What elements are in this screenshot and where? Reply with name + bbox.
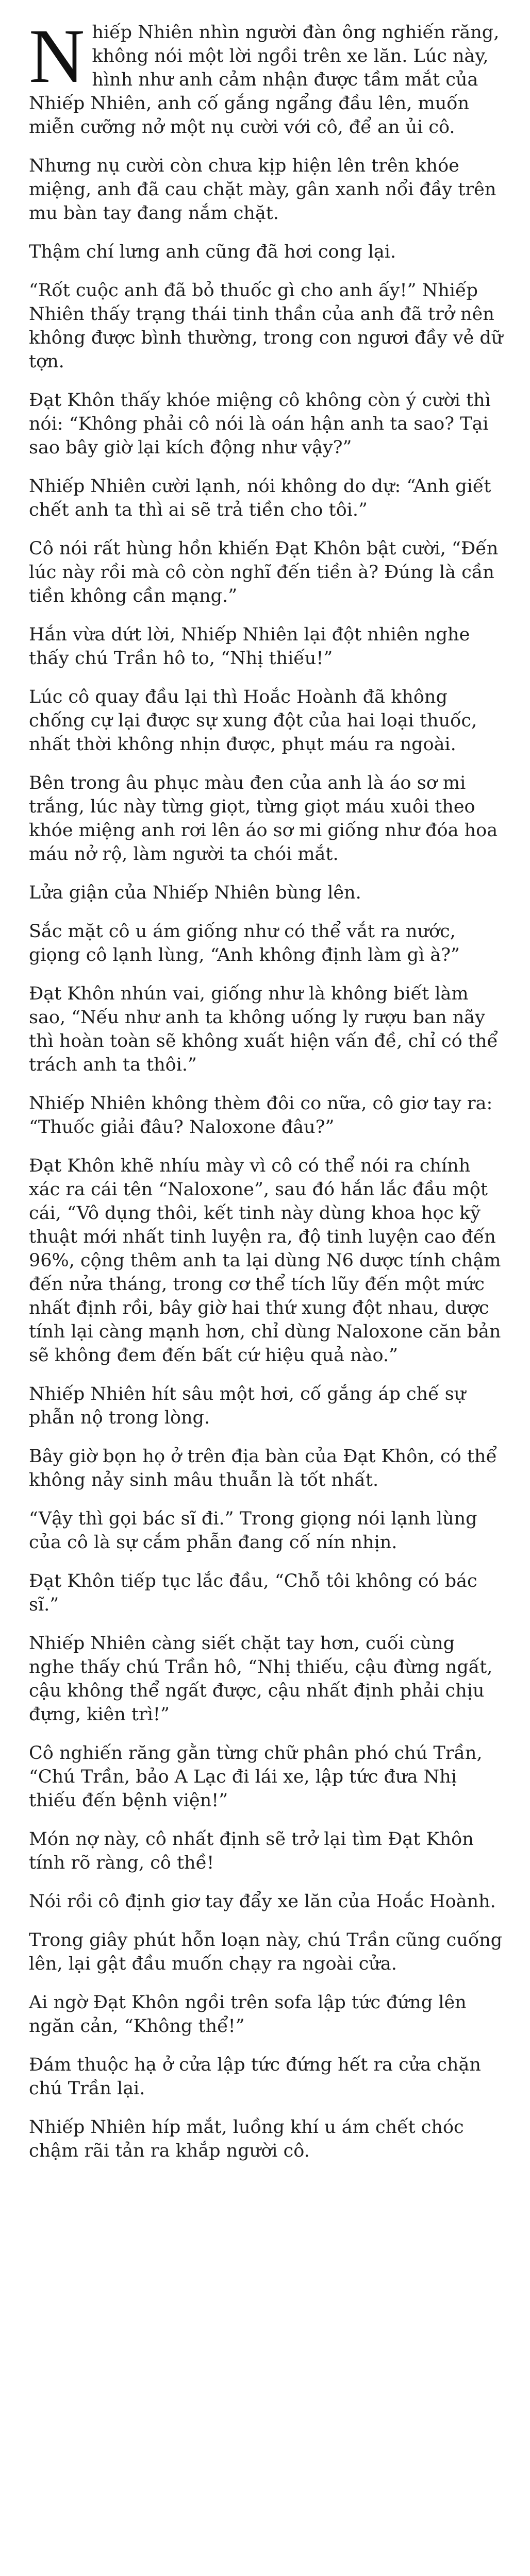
paragraph-25: Ai ngờ Đạt Khôn ngồi trên sofa lập tức đứng lên ngăn cản, “Không thể!” — [29, 1992, 467, 2037]
paragraph-26: Đám thuộc hạ ở cửa lập tức đứng hết ra cửa chặn chú Trần lại. — [29, 2055, 481, 2099]
paragraph-18: “Vậy thì gọi bác sĩ đi.” Trong giọng nói lạnh lùng của cô là sự cắm phẫn đang cố nín nhịn. — [29, 1509, 477, 1553]
paragraph-1-text: hiếp Nhiên nhìn người đàn ông nghiến răng, không nói một lời ngồi trên xe lăn. Lúc này, hình như anh cảm nhận được tầm mắt của Nhiếp Nhiên, anh cố gắng ngẩng đầu lên, muốn miễn cưỡng nở một nụ cười với cô, để an ủi cô. — [29, 22, 500, 138]
paragraph-24: Trong giây phút hỗn loạn này, chú Trần cũng cuống lên, lại gật đầu muốn chạy ra ngoài cửa. — [29, 1930, 503, 1974]
paragraph-1 — [29, 13, 505, 139]
paragraph-13: Đạt Khôn nhún vai, giống như là không biết làm sao, “Nếu như anh ta không uống ly rượu ban nãy thì hoàn toàn sẽ không xuất hiện vấn đề, chỉ có thể trách anh ta thôi.” — [29, 984, 498, 1075]
paragraph-10: Bên trong âu phục màu đen của anh là áo sơ mi trắng, lúc này từng giọt, từng giọt máu xuôi theo khóe miệng anh rơi lên áo sơ mi giống như đóa hoa máu nở rộ, làm người ta chói mắt. — [29, 773, 498, 865]
paragraph-16: Nhiếp Nhiên hít sâu một hơi, cố gắng áp chế sự phẫn nộ trong lòng. — [29, 1384, 466, 1428]
paragraph-9: Lúc cô quay đầu lại thì Hoắc Hoành đã không chống cự lại được sự xung đột của hai loại thuốc, nhất thời không nhịn được, phụt máu ra ngoài. — [29, 687, 477, 755]
paragraph-2: Nhưng nụ cười còn chưa kịp hiện lên trên khóe miệng, anh đã cau chặt mày, gân xanh nổi đầy trên mu bàn tay đang nắm chặt. — [29, 156, 496, 224]
paragraph-8: Hắn vừa dứt lời, Nhiếp Nhiên lại đột nhiên nghe thấy chú Trần hô to, “Nhị thiếu!” — [29, 624, 470, 669]
paragraph-23: Nói rồi cô định giơ tay đẩy xe lăn của Hoắc Hoành. — [29, 1891, 496, 1912]
paragraph-15: Đạt Khôn khẽ nhíu mày vì cô có thể nói ra chính xác ra cái tên “Naloxone”, sau đó hắn lắc đầu một cái, “Vô dụng thôi, kết tinh này dùng khoa học kỹ thuật mới nhất tinh luyện ra, độ tinh luyện cao đến 96%, cộng thêm anh ta lại dùng N6 dược tính chậm đến nửa tháng, trong cơ thể tích lũy đến một mức nhất định rồi, bây giờ hai thứ xung đột nhau, dược tính lại càng mạnh hơn, chỉ dùng Naloxone căn bản sẽ không đem đến bất cứ hiệu quả nào.” — [29, 1156, 501, 1366]
paragraph-12: Sắc mặt cô u ám giống như có thể vắt ra nước, giọng cô lạnh lùng, “Anh không định làm gì à?” — [29, 921, 460, 965]
paragraph-6: Nhiếp Nhiên cười lạnh, nói không do dự: “Anh giết chết anh ta thì ai sẽ trả tiền cho tôi.” — [29, 476, 491, 520]
paragraph-19: Đạt Khôn tiếp tục lắc đầu, “Chỗ tôi không có bác sĩ.” — [29, 1571, 477, 1615]
paragraph-3: Thậm chí lưng anh cũng đã hơi cong lại. — [29, 242, 396, 262]
paragraph-17: Bây giờ bọn họ ở trên địa bàn của Đạt Khôn, có thể không nảy sinh mâu thuẫn là tốt nhất. — [29, 1446, 498, 1490]
paragraph-7: Cô nói rất hùng hồn khiến Đạt Khôn bật cười, “Đến lúc này rồi mà cô còn nghĩ đến tiền à? Đúng là cần tiền không cần mạng.” — [29, 538, 499, 606]
drop-cap-letter: N — [29, 13, 85, 99]
paragraph-21: Cô nghiến răng gằn từng chữ phân phó chú Trần, “Chú Trần, bảo A Lạc đi lái xe, lập tức đưa Nhị thiếu đến bệnh viện!” — [29, 1743, 483, 1811]
paragraph-22: Món nợ này, cô nhất định sẽ trở lại tìm Đạt Khôn tính rõ ràng, cô thề! — [29, 1829, 474, 1873]
paragraph-27: Nhiếp Nhiên híp mắt, luồng khí u ám chết chóc chậm rãi tản ra khắp người cô. — [29, 2117, 464, 2161]
paragraph-4: “Rốt cuộc anh đã bỏ thuốc gì cho anh ấy!” Nhiếp Nhiên thấy trạng thái tinh thần của anh đã trở nên không được bình thường, trong con ngươi đầy vẻ dữ tợn. — [29, 280, 503, 372]
paragraph-11: Lửa giận của Nhiếp Nhiên bùng lên. — [29, 883, 361, 903]
paragraph-14: Nhiếp Nhiên không thèm đôi co nữa, cô giơ tay ra: “Thuốc giải đâu? Naloxone đâu?” — [29, 1093, 493, 1138]
paragraph-20: Nhiếp Nhiên càng siết chặt tay hơn, cuối cùng nghe thấy chú Trần hô, “Nhị thiếu, cậu đừng ngất, cậu không thể ngất được, cậu nhất định phải chịu đựng, kiên trì!” — [29, 1633, 493, 1725]
paragraph-5: Đạt Khôn thấy khóe miệng cô không còn ý cười thì nói: “Không phải cô nói là oán hận anh ta sao? Tại sao bây giờ lại kích động như vậy?” — [29, 390, 491, 458]
